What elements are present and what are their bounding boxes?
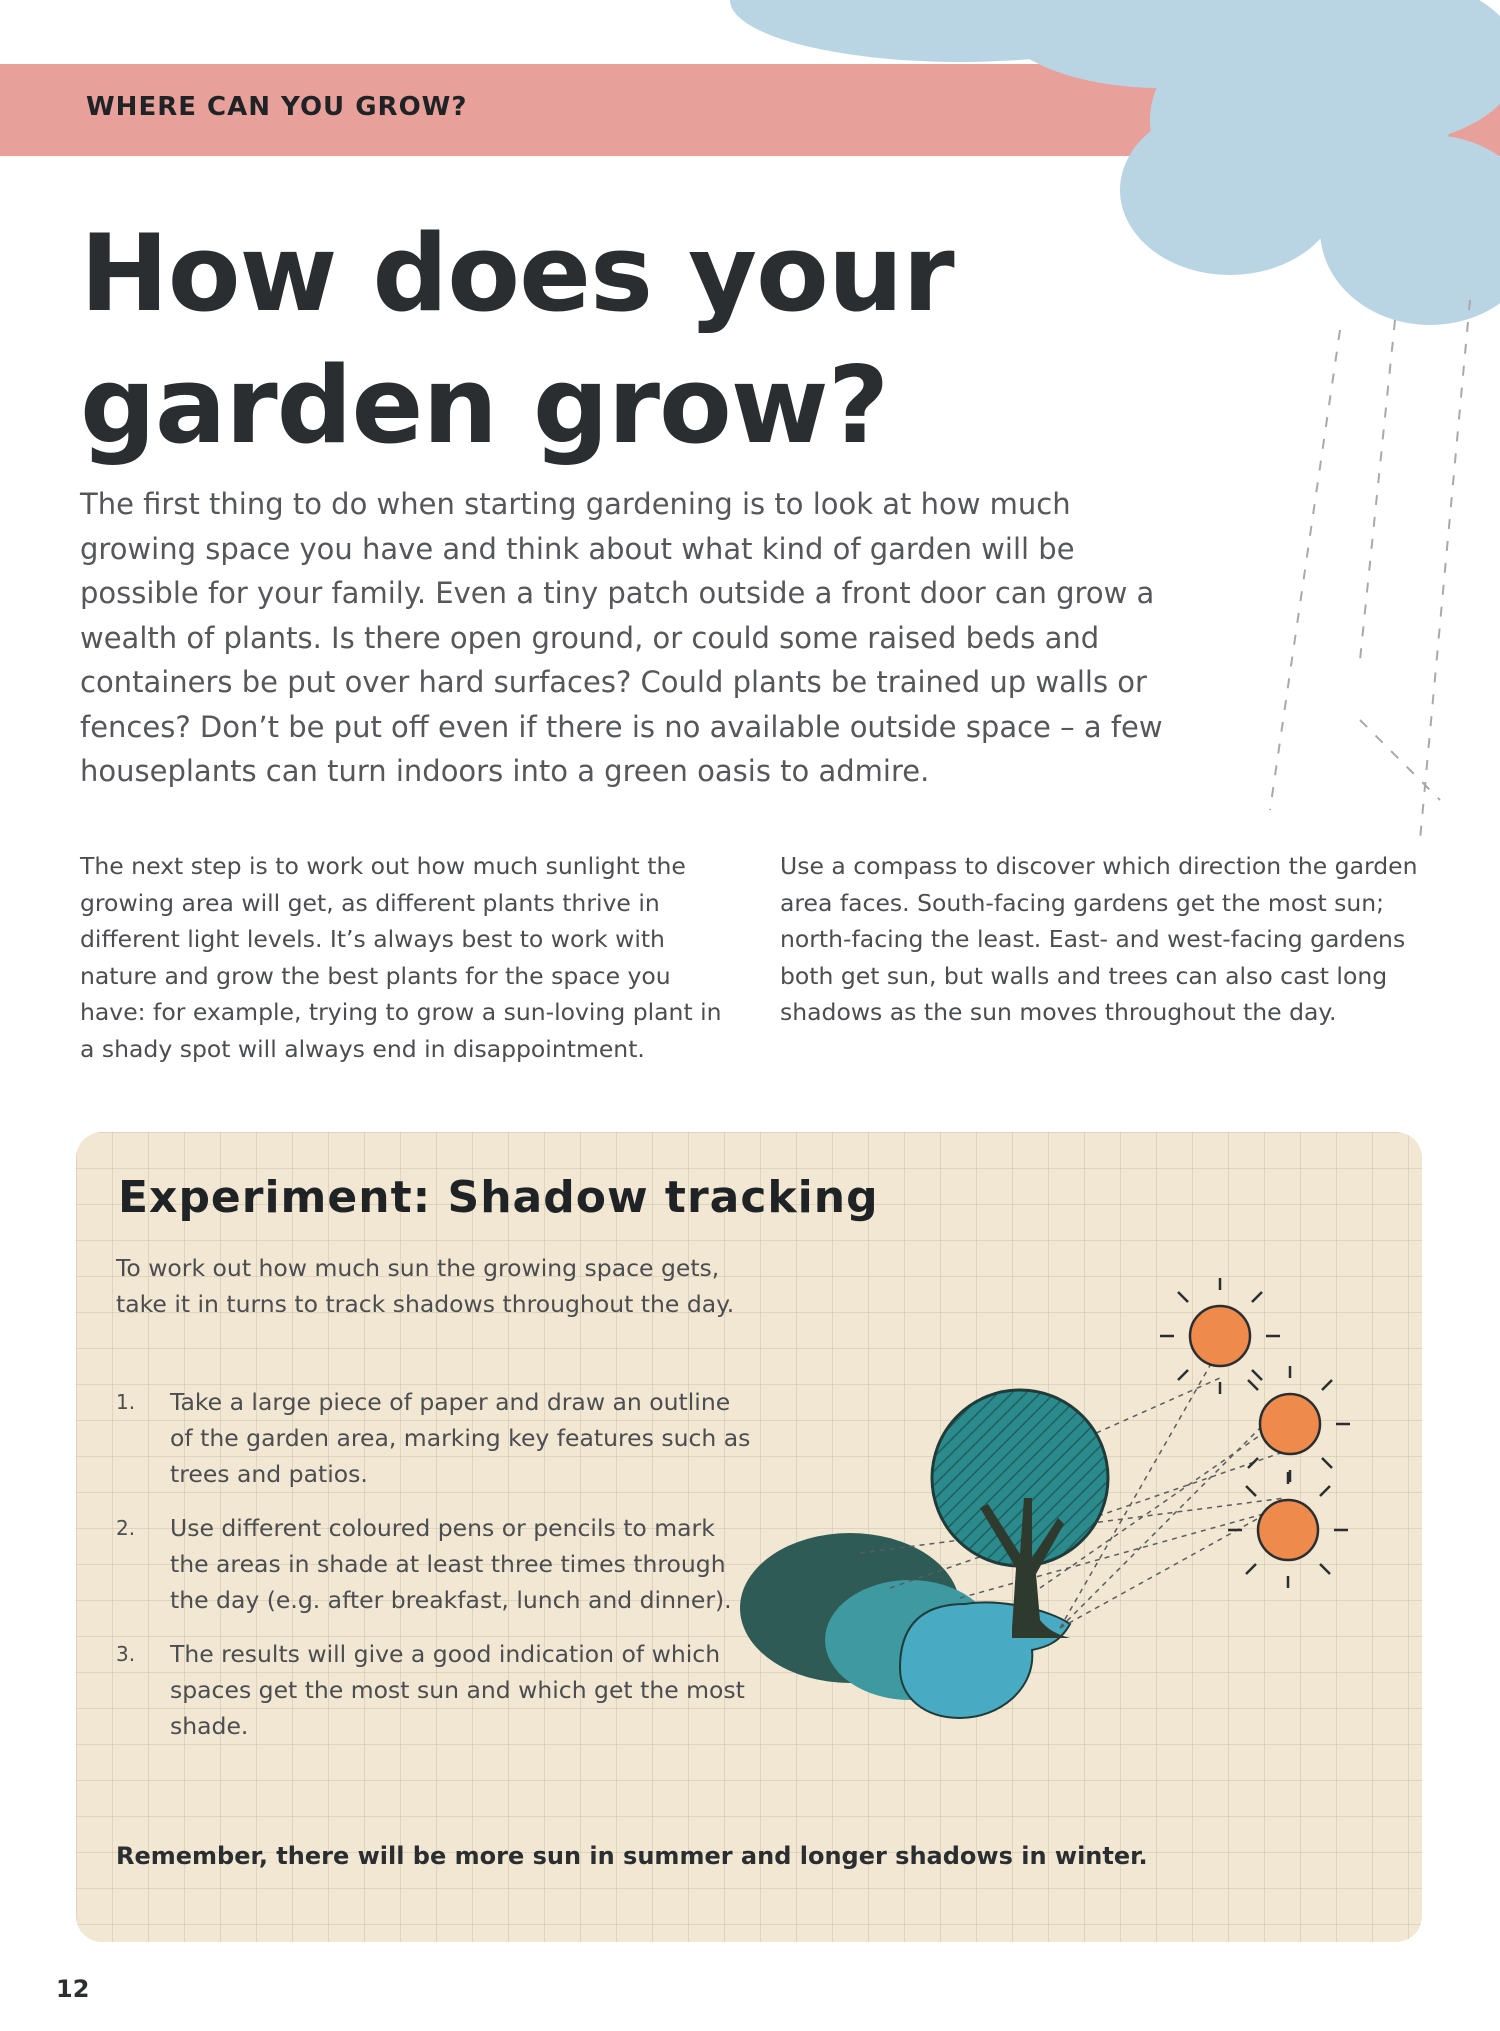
tree-canopy-icon — [932, 1390, 1108, 1566]
page-title-line-1: How does your — [80, 212, 954, 335]
experiment-steps — [116, 1384, 756, 1762]
intro-paragraph: The first thing to do when starting gardening is to look at how much growing space you have and think about what kind of garden will be possible for your family. Even a tiny patch outside a front door can grow a wealth of plants. Is there open ground, or could some raised beds and containers be put over hard surfaces? Could plants be trained up walls or fences? Don’t be put off even if there is no available outside space – a few houseplants can turn indoors into a green oasis to admire. — [80, 487, 1163, 788]
compass-paragraph: Use a compass to discover which direction the garden area faces. South-facing gardens get the most sun; north-facing the least. East- and west-facing gardens both get sun, but walls and trees can also cast long shadows as the sun moves throughout the day. — [780, 852, 1418, 1026]
step-item — [116, 1636, 756, 1744]
sun-icon — [1248, 1366, 1350, 1482]
sunlight-paragraph: The next step is to work out how much sunlight the growing area will get, as different plants thrive in different light levels. It’s always best to work with nature and grow the best plants for the space you have: for example, trying to grow a sun-loving plant in a shady spot will always end in disappointment. — [80, 852, 722, 1063]
sun-icon — [1228, 1472, 1348, 1588]
page-number: 12 — [56, 1975, 90, 2003]
step-number: 3. — [116, 1642, 136, 1666]
step-number: 2. — [116, 1516, 136, 1540]
sun-icon — [1160, 1278, 1280, 1394]
experiment-intro: To work out how much sun the growing space gets, take it in turns to track shadows throughout the day. — [116, 1254, 735, 1318]
short-shadow-icon — [900, 1602, 1070, 1718]
step-text: The results will give a good indication of which spaces get the most sun and which get the most shade. — [170, 1640, 745, 1740]
page-title-line-2: garden grow? — [80, 344, 889, 467]
step-text: Use different coloured pens or pencils to mark the areas in shade at least three times through the day (e.g. after breakfast, lunch and dinner). — [170, 1514, 732, 1614]
step-item — [116, 1510, 756, 1618]
step-number: 1. — [116, 1390, 136, 1414]
experiment-title: Experiment: Shadow tracking — [118, 1172, 879, 1223]
step-item — [116, 1384, 756, 1492]
page-title — [80, 208, 1080, 472]
section-label: WHERE CAN YOU GROW? — [86, 92, 468, 122]
step-text: Take a large piece of paper and draw an outline of the garden area, marking key features such as trees and patios. — [170, 1388, 751, 1488]
tree-shadow-illustration — [740, 1268, 1380, 1728]
experiment-note: Remember, there will be more sun in summer and longer shadows in winter. — [116, 1842, 1148, 1870]
